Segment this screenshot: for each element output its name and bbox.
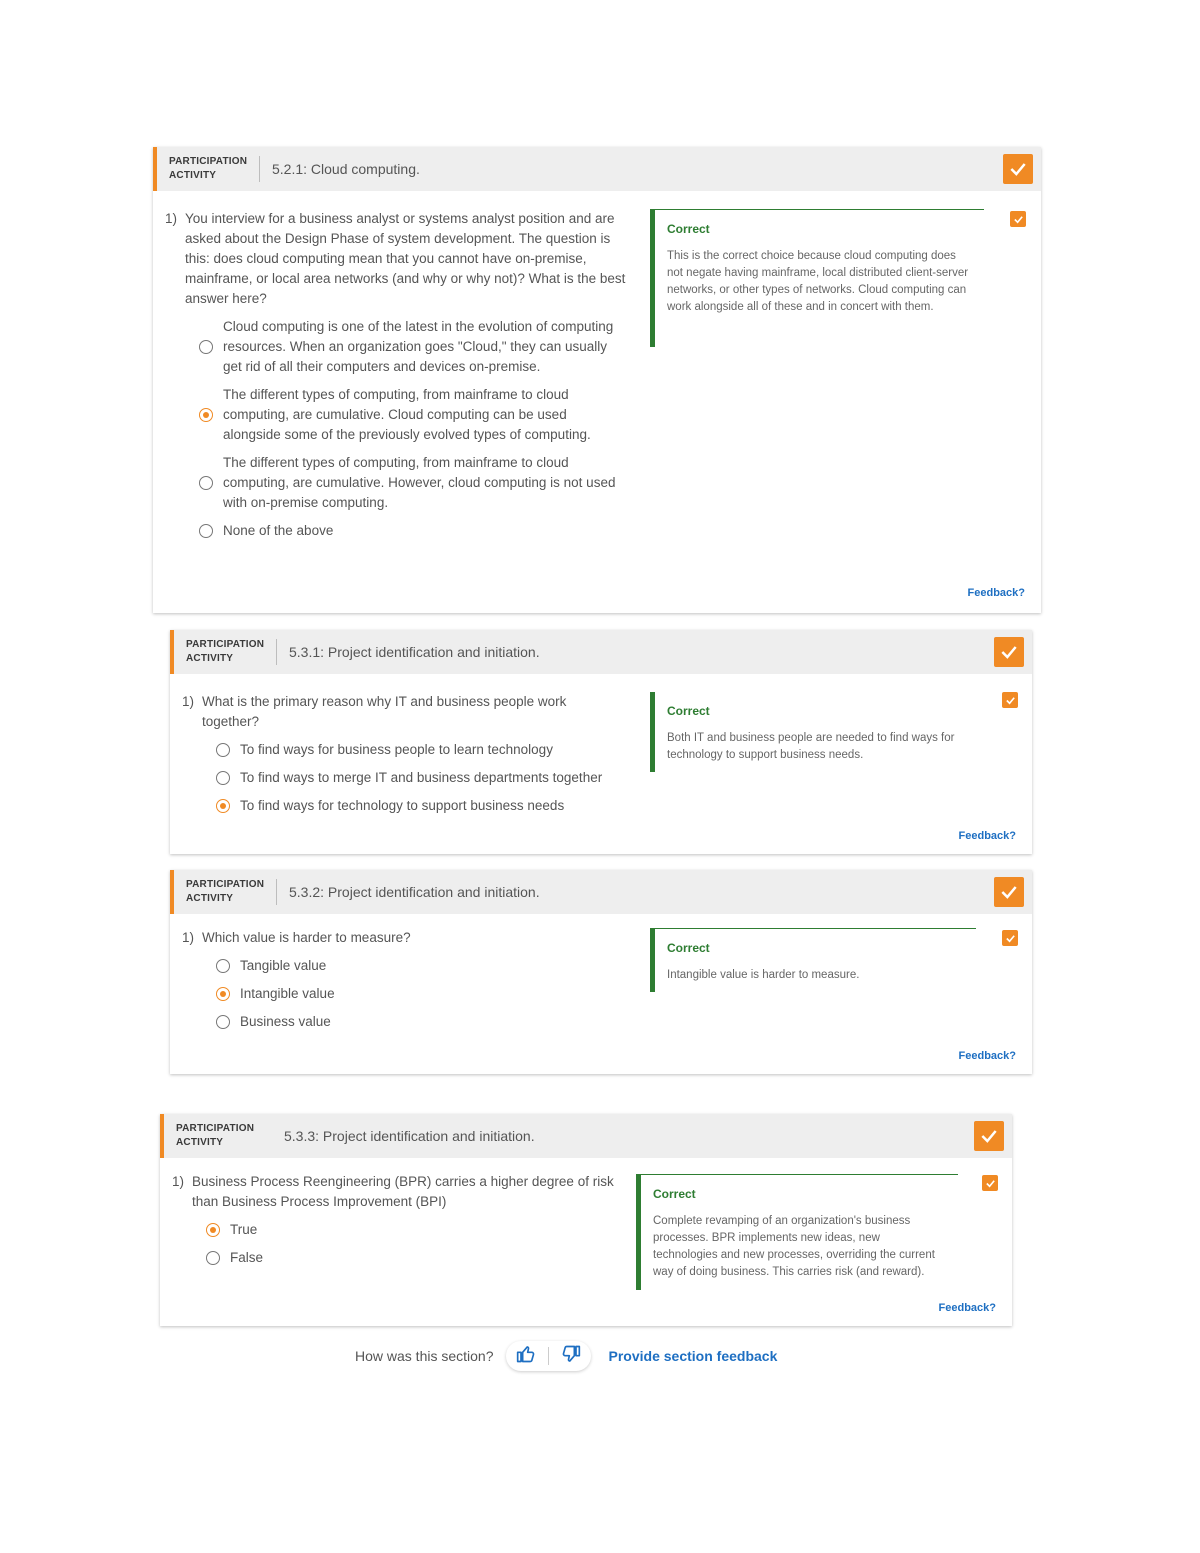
question-number: 1) [172, 1174, 185, 1189]
activity-header [153, 147, 1041, 191]
option[interactable] [216, 1012, 622, 1032]
activity-card-4 [160, 1114, 1012, 1326]
question-text: Which value is harder to measure? [202, 930, 411, 945]
feedback-box [650, 209, 984, 347]
option[interactable] [216, 768, 622, 788]
label-line-1: PARTICIPATION [169, 156, 248, 167]
answer-check-icon [1010, 211, 1026, 227]
feedback-title: Correct [667, 704, 710, 718]
options-list [216, 740, 622, 816]
completed-check-icon [974, 1121, 1004, 1151]
answer-check-icon [1002, 692, 1018, 708]
thumbs-down-icon[interactable] [561, 1344, 581, 1369]
section-feedback-bar [355, 1340, 777, 1372]
question [172, 1172, 622, 1268]
option-label: Cloud computing is one of the latest in the evolution of computing resources. When an organization goes "Cloud," they can usually get rid of all their computers and devices on-premise. [223, 319, 614, 374]
completed-check-icon [1003, 154, 1033, 184]
feedback-title: Correct [653, 1187, 696, 1201]
feedback-text: This is the correct choice because cloud computing does not negate having mainframe, local distributed client-server networks, or other types of networks. Cloud computing can work alongside all of these and in concert with them. [667, 250, 969, 313]
option[interactable] [199, 317, 627, 377]
radio-button[interactable] [216, 1015, 230, 1029]
radio-button-selected[interactable] [206, 1223, 220, 1237]
participation-activity-label [164, 1122, 266, 1150]
radio-button-selected[interactable] [216, 987, 230, 1001]
question-number: 1) [182, 694, 195, 709]
option-label: False [230, 1250, 264, 1265]
label-line-1: PARTICIPATION [176, 1123, 255, 1134]
thumbs-up-icon[interactable] [516, 1344, 536, 1369]
feedback-text: Both IT and business people are needed to find ways for technology to support business needs. [667, 732, 955, 761]
participation-activity-label [157, 155, 259, 183]
option[interactable] [206, 1248, 622, 1268]
feedback-title: Correct [667, 941, 710, 955]
answer-check-icon [1002, 930, 1018, 946]
question-number: 1) [182, 930, 195, 945]
answer-check-icon [982, 1175, 998, 1191]
rating-buttons [506, 1341, 591, 1371]
option-label: None of the above [223, 523, 334, 538]
radio-button[interactable] [206, 1251, 220, 1265]
provide-section-feedback-link[interactable]: Provide section feedback [608, 1348, 778, 1364]
options-list [206, 1220, 622, 1268]
feedback-text: Intangible value is harder to measure. [667, 969, 860, 981]
radio-button[interactable] [199, 476, 213, 490]
participation-activity-label [174, 878, 276, 906]
option-label: To find ways for technology to support business needs [240, 798, 565, 813]
option-label: To find ways for business people to learn technology [240, 742, 553, 757]
label-line-2: ACTIVITY [186, 893, 234, 904]
feedback-link[interactable]: Feedback? [958, 830, 1016, 842]
option[interactable] [199, 521, 627, 541]
label-line-1: PARTICIPATION [186, 879, 265, 890]
activity-title: 5.3.3: Project identification and initiation. [284, 1128, 535, 1144]
feedback-link[interactable]: Feedback? [938, 1302, 996, 1314]
option[interactable] [216, 984, 622, 1004]
option-label: The different types of computing, from mainframe to cloud computing, are cumulative. Cloud computing can be used alongside some of the previously evolved types of computing. [223, 387, 591, 442]
option[interactable] [216, 956, 622, 976]
option[interactable] [199, 453, 627, 513]
section-rating-question: How was this section? [355, 1348, 494, 1364]
radio-button[interactable] [216, 743, 230, 757]
radio-button-selected[interactable] [199, 408, 213, 422]
option[interactable] [216, 796, 622, 816]
feedback-link[interactable]: Feedback? [958, 1050, 1016, 1062]
label-line-1: PARTICIPATION [186, 639, 265, 650]
feedback-box [650, 692, 976, 772]
question-number: 1) [165, 211, 178, 226]
activity-card-3 [170, 870, 1032, 1074]
option-label: Business value [240, 1014, 331, 1029]
options-list [199, 317, 627, 541]
option-label: Intangible value [240, 986, 335, 1001]
activity-header [170, 630, 1032, 674]
option[interactable] [206, 1220, 622, 1240]
feedback-box [636, 1174, 958, 1290]
activity-title: 5.2.1: Cloud computing. [272, 161, 420, 177]
feedback-text: Complete revamping of an organization's business processes. BPR implements new ideas, new technologies and new processes, overriding the current way of doing business. This carries risk (and reward). [653, 1215, 935, 1278]
radio-button-selected[interactable] [216, 799, 230, 813]
option[interactable] [199, 385, 627, 445]
activity-card-2 [170, 630, 1032, 854]
question [165, 209, 627, 541]
feedback-link[interactable]: Feedback? [967, 587, 1025, 599]
question [182, 692, 622, 816]
label-line-2: ACTIVITY [176, 1137, 224, 1148]
completed-check-icon [994, 877, 1024, 907]
feedback-title: Correct [667, 222, 710, 236]
option-label: The different types of computing, from mainframe to cloud computing, are cumulative. However, cloud computing is not used with on-premise computing. [223, 455, 616, 510]
completed-check-icon [994, 637, 1024, 667]
question [182, 928, 622, 1032]
activity-header [170, 870, 1032, 914]
activity-title: 5.3.1: Project identification and initiation. [289, 644, 540, 660]
option-label: Tangible value [240, 958, 327, 973]
rating-divider [548, 1347, 549, 1365]
activity-header [160, 1114, 1012, 1158]
options-list [216, 956, 622, 1032]
question-text: You interview for a business analyst or systems analyst position and are asked about the Design Phase of system development. The question is this: does cloud computing mean that you cannot have on-premise, mainframe, or local area networks (and why or why not)? What is the best answer here? [185, 211, 626, 306]
question-text: Business Process Reengineering (BPR) carries a higher degree of risk than Business Process Improvement (BPI) [192, 1174, 614, 1209]
option-label: True [230, 1222, 258, 1237]
label-line-2: ACTIVITY [169, 170, 217, 181]
question-text: What is the primary reason why IT and business people work together? [202, 694, 567, 729]
radio-button[interactable] [199, 524, 213, 538]
label-line-2: ACTIVITY [186, 653, 234, 664]
participation-activity-label [174, 638, 276, 666]
activity-title: 5.3.2: Project identification and initiation. [289, 884, 540, 900]
feedback-box [650, 928, 976, 992]
activity-card-1 [153, 147, 1041, 613]
radio-button[interactable] [199, 340, 213, 354]
radio-button[interactable] [216, 771, 230, 785]
option[interactable] [216, 740, 622, 760]
option-label: To find ways to merge IT and business departments together [240, 770, 603, 785]
radio-button[interactable] [216, 959, 230, 973]
